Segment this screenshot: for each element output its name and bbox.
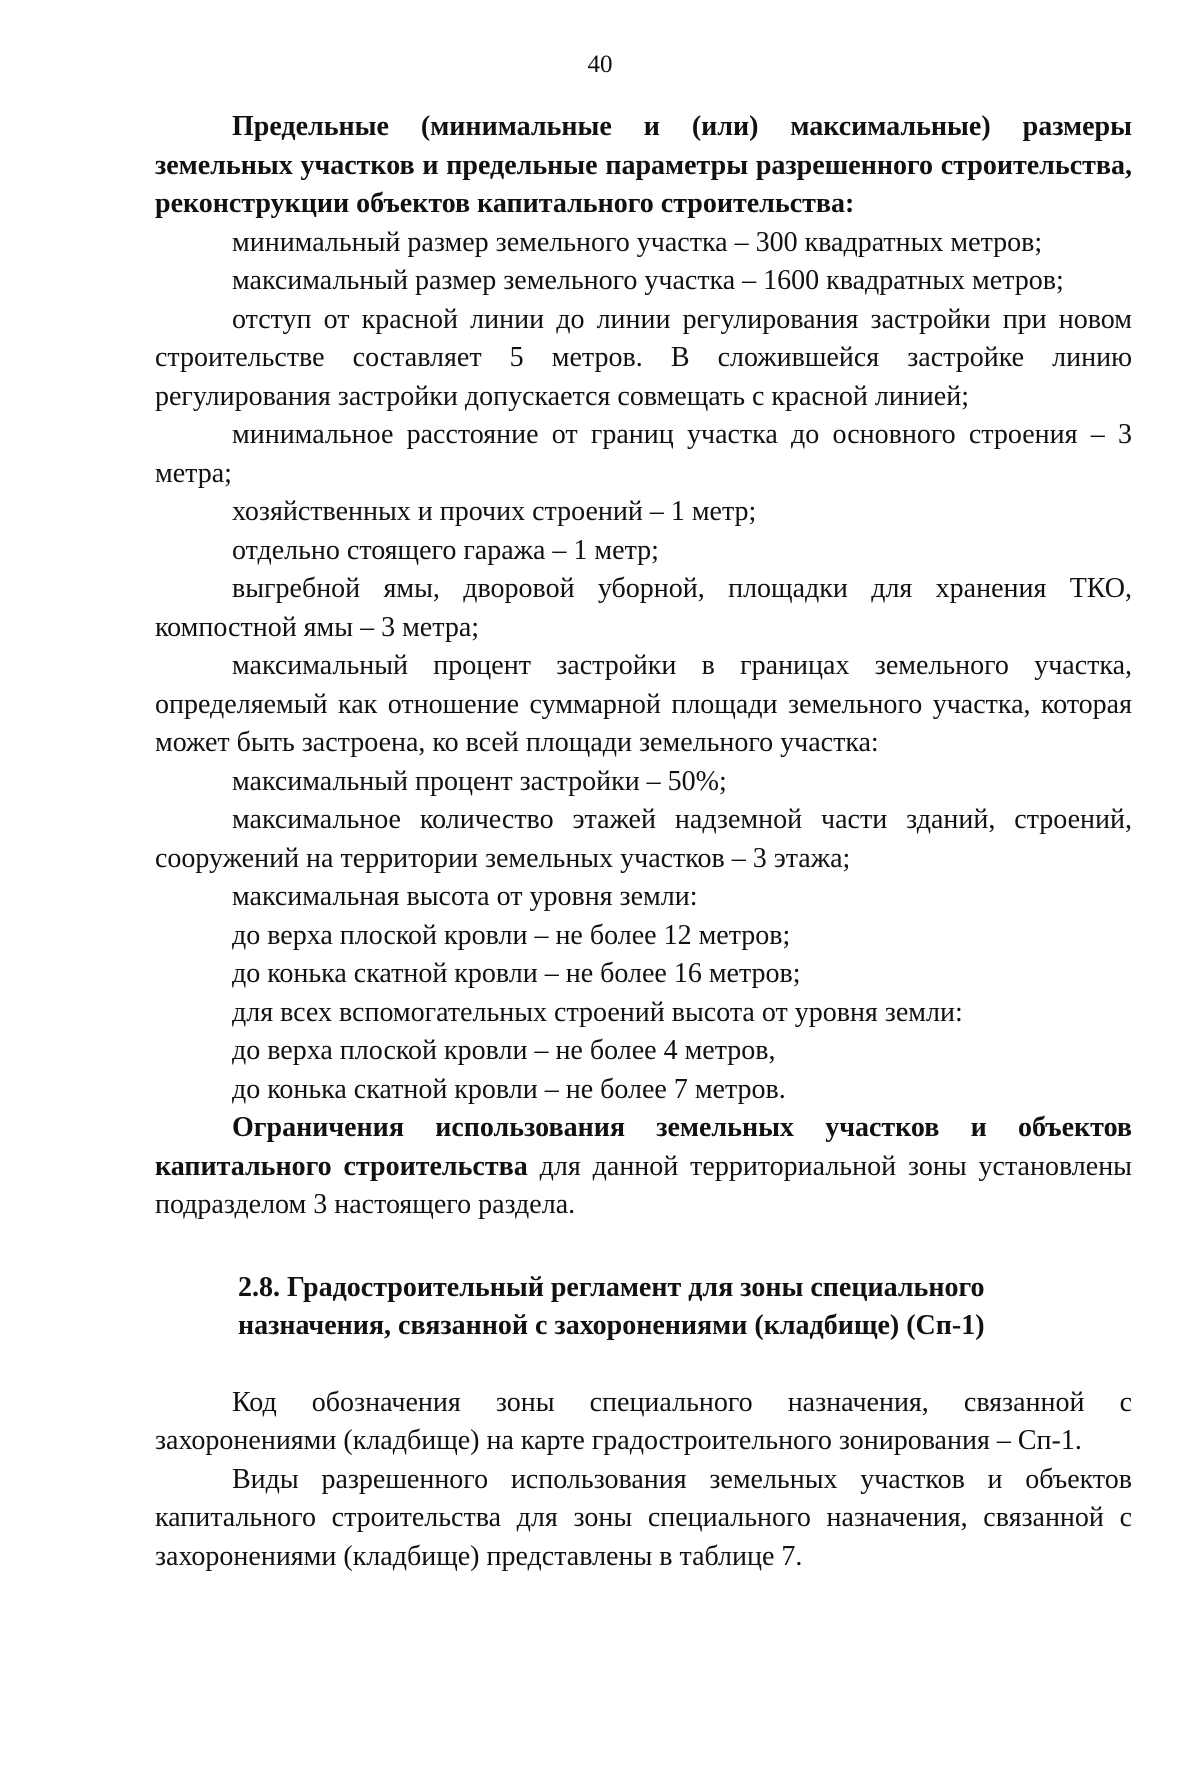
zone-code-paragraph: Код обозначения зоны специального назначения, связанной с захоронениями (кладбище) на карте градостроительного зонирования – Сп-1. — [155, 1386, 1132, 1456]
restrictions-bold: Ограничения использования земельных участков и объектов капитального строительства — [155, 1112, 1132, 1182]
parameters-heading: Предельные (минимальные и (или) максимальные) размеры земельных участков и предельные параметры разрешенного строительства, реконструкции объектов капитального строительства: — [155, 111, 1132, 219]
param-min-distance-main: минимальное расстояние от границ участка до основного строения – 3 метра; — [155, 419, 1132, 489]
section-title-line-2: назначения, связанной с захоронениями (кладбище) (Сп-1) — [238, 1310, 985, 1341]
param-distance-garage: отдельно стоящего гаража – 1 метр; — [232, 534, 659, 566]
param-flat-roof-height: до верха плоской кровли – не более 12 метров; — [232, 919, 791, 951]
param-build-percent: максимальный процент застройки – 50%; — [232, 765, 727, 797]
section-title — [155, 1269, 1132, 1346]
param-min-plot-size: минимальный размер земельного участка – 300 квадратных метров; — [232, 226, 1043, 258]
restrictions-rest: для данной территориальной зоны установлены подразделом 3 настоящего раздела. — [155, 1150, 1132, 1220]
param-aux-pitched-roof: до конька скатной кровли – не более 7 метров. — [232, 1073, 786, 1105]
usage-types-paragraph: Виды разрешенного использования земельных участков и объектов капитального строительства для зоны специального назначения, связанной с захоронениями (кладбище) представлены в таблице 7. — [155, 1463, 1132, 1572]
document-body — [155, 108, 1132, 1576]
param-max-height: максимальная высота от уровня земли: — [232, 881, 698, 912]
param-pitched-roof-height: до конька скатной кровли – не более 16 метров; — [232, 958, 801, 989]
param-max-plot-size: максимальный размер земельного участка – 1600 квадратных метров; — [232, 265, 1064, 296]
param-red-line-setback: отступ от красной линии до линии регулирования застройки при новом строительстве составляет 5 метров. В сложившейся застройке линию регулирования застройки допускается совмещать с красной линией; — [155, 303, 1132, 412]
param-distance-outbuildings: хозяйственных и прочих строений – 1 метр; — [232, 496, 757, 527]
param-aux-height: для всех вспомогательных строений высота от уровня земли: — [232, 996, 963, 1028]
section-title-line-1: 2.8. Градостроительный регламент для зоны специального — [238, 1271, 985, 1303]
restrictions-paragraph — [155, 1109, 1132, 1225]
page-number: 40 — [587, 51, 613, 78]
param-aux-flat-roof: до верха плоской кровли – не более 4 метров, — [232, 1035, 776, 1066]
param-max-floors: максимальное количество этажей надземной части зданий, строений, сооружений на территории земельных участков – 3 этажа; — [155, 804, 1132, 874]
param-distance-cesspit: выгребной ямы, дворовой уборной, площадки для хранения ТКО, компостной ямы – 3 метра; — [155, 573, 1132, 643]
param-build-percent-def: максимальный процент застройки в границах земельного участка, определяемый как отношение суммарной площади земельного участка, которая может быть застроена, ко всей площади земельного участка: — [155, 650, 1132, 758]
